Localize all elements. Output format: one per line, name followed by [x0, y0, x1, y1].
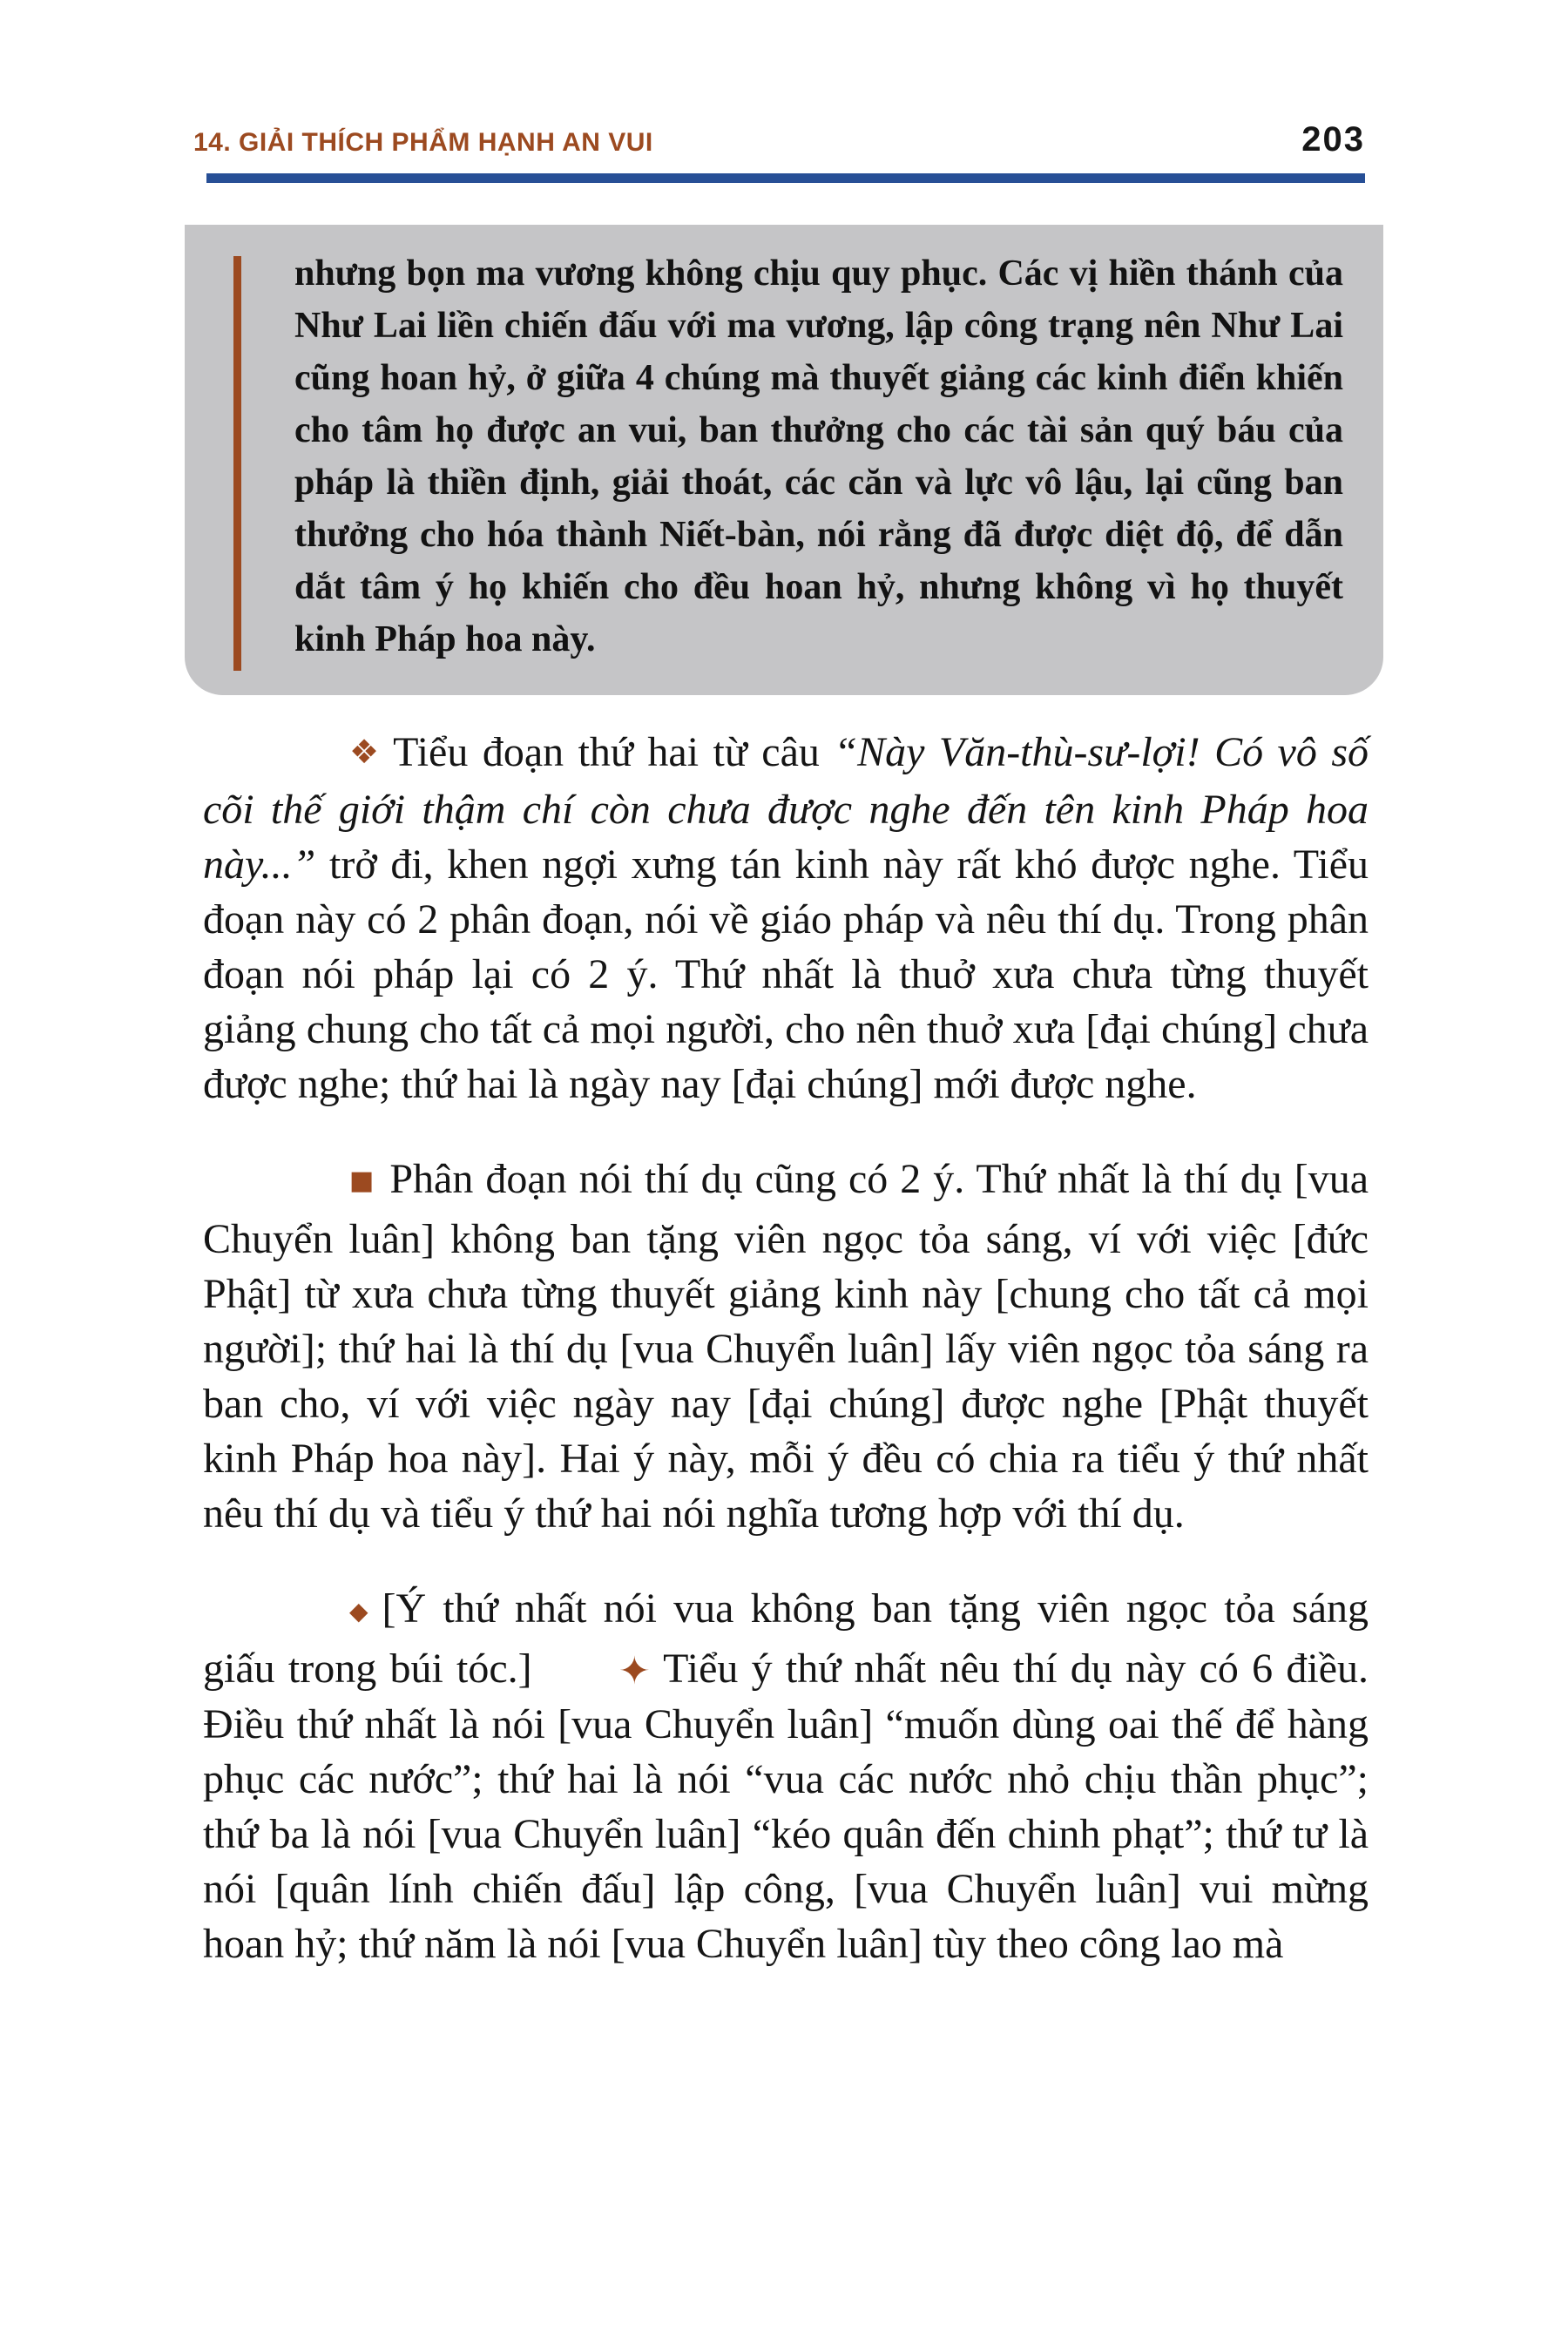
paragraph-3 [203, 1581, 1369, 1971]
page-number: 203 [1301, 120, 1365, 159]
paragraph-3-part1: [Ý thứ nhất nói vua không ban tặng viên ngọc tỏa sáng giấu trong búi tóc.] [203, 1585, 1369, 1692]
paragraph-2-text: Phân đoạn nói thí dụ cũng có 2 ý. Thứ nhất là thí dụ [vua Chuyển luân] không ban tặng viên ngọc tỏa sáng, ví với việc [đức Phật] từ xưa chưa từng thuyết giảng kinh này [chung cho tất cả mọi người]; thứ hai là thí dụ [vua Chuyển luân] lấy viên ngọc tỏa sáng ra ban cho, ví với việc ngày nay [đại chúng] được nghe [Phật thuyết kinh Pháp hoa này]. Hai ý này, mỗi ý đều có chia ra tiểu ý thứ nhất nêu thí dụ và tiểu ý thứ hai nói nghĩa tương hợp với thí dụ. [203, 1156, 1369, 1537]
diamond-bullet-icon: ◆ [349, 1597, 368, 1625]
paragraph-3-part2: Tiểu ý thứ nhất nêu thí dụ này có 6 điều. Điều thứ nhất là nói [vua Chuyển luân] “muốn dùng oai thế để hàng phục các nước”; thứ hai là nói “vua các nước nhỏ chịu thần phục”; thứ ba là nói [vua Chuyển luân] “kéo quân đến chinh phạt”; thứ tư là nói [quân lính chiến đấu] lập công, [vua Chuyển luân] vui mừng hoan hỷ; thứ năm là nói [vua Chuyển luân] tùy theo công lao mà [203, 1646, 1369, 1967]
paragraph-1-lead: Tiểu đoạn thứ hai từ câu [393, 729, 835, 775]
running-head-chapter-title: 14. GIẢI THÍCH PHẨM HẠNH AN VUI [193, 128, 653, 157]
four-pointed-star-icon: ✦ [618, 1649, 651, 1693]
square-bullet-icon: ■ [349, 1166, 375, 1196]
quote-block [185, 225, 1383, 695]
quote-left-bar [233, 256, 241, 671]
paragraph-1-scripture-quote: “Này Văn-thù-sư-lợi! Có vô số cõi thế giới thậm chí còn chưa được nghe đến tên kinh Pháp hoa này...” [203, 729, 1369, 888]
paragraph-2 [203, 1152, 1369, 1541]
four-diamond-bullet-icon: ❖ [349, 733, 380, 771]
paragraph-1-rest: trở đi, khen ngợi xưng tán kinh này rất khó được nghe. Tiểu đoạn này có 2 phân đoạn, nói về giáo pháp và nêu thí dụ. Trong phân đoạn nói pháp lại có 2 ý. Thứ nhất là thuở xưa chưa từng thuyết giảng chung cho tất cả mọi người, cho nên thuở xưa [đại chúng] chưa được nghe; thứ hai là ngày nay [đại chúng] mới được nghe. [203, 841, 1369, 1107]
quote-text: nhưng bọn ma vương không chịu quy phục. Các vị hiền thánh của Như Lai liền chiến đấu với ma vương, lập công trạng nên Như Lai cũng hoan hỷ, ở giữa 4 chúng mà thuyết giảng các kinh điển khiến cho tâm họ được an vui, ban thưởng cho các tài sản quý báu của pháp là thiền định, giải thoát, các căn và lực vô lậu, lại cũng ban thưởng cho hóa thành Niết-bàn, nói rằng đã được diệt độ, để dẫn dắt tâm ý họ khiến cho đều hoan hỷ, nhưng không vì họ thuyết kinh Pháp hoa này. [294, 253, 1343, 659]
paragraph-1 [203, 725, 1369, 1112]
header-rule [206, 173, 1365, 183]
body-text [203, 725, 1369, 2011]
